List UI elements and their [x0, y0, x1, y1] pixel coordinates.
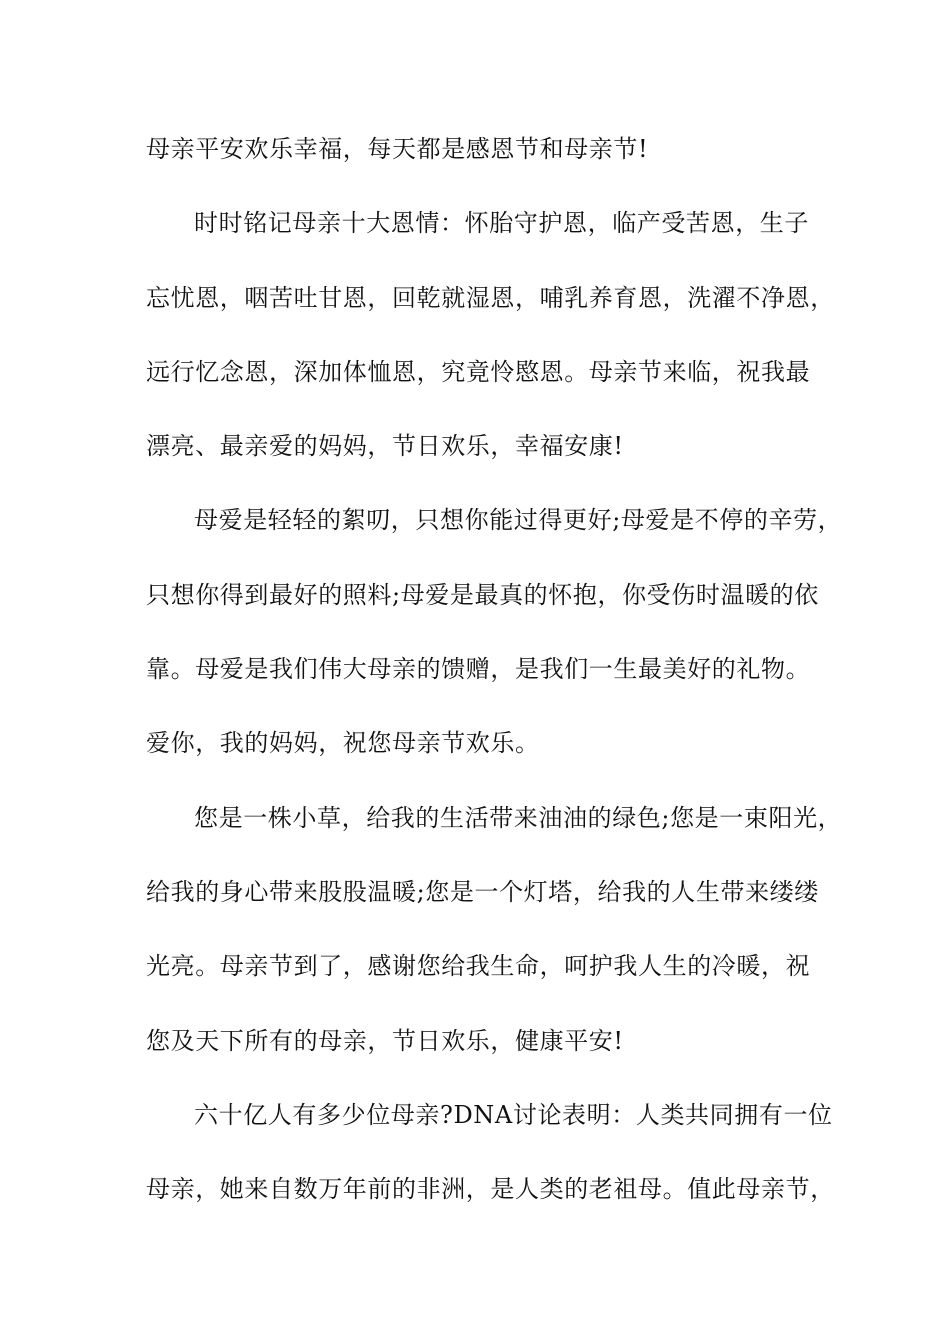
text-line: 爱你，我的妈妈，祝您母亲节欢乐。	[146, 729, 540, 758]
text-line: 母亲，她来自数万年前的非洲，是人类的老祖母。值此母亲节，	[146, 1175, 835, 1204]
text-line: 忘忧恩，咽苦吐甘恩，回乾就湿恩，哺乳养育恩，洗濯不净恩，	[146, 283, 835, 312]
text-line: 远行忆念恩，深加体恤恩，究竟怜愍恩。母亲节来临，祝我最	[146, 357, 811, 386]
text-line: 时时铭记母亲十大恩情：怀胎守护恩，临产受苦恩，生子	[194, 209, 809, 238]
text-line: 靠。母爱是我们伟大母亲的馈赠，是我们一生最美好的礼物。	[146, 655, 811, 684]
text-line: 母亲平安欢乐幸福，每天都是感恩节和母亲节!	[146, 135, 649, 163]
text-line: 母爱是轻轻的絮叨，只想你能过得更好;母爱是不停的辛劳，	[194, 506, 843, 535]
text-line: 给我的身心带来股股温暖;您是一个灯塔，给我的人生带来缕缕	[146, 877, 819, 906]
text-line: 漂亮、最亲爱的妈妈，节日欢乐，幸福安康!	[146, 432, 624, 461]
text-line: 六十亿人有多少位母亲?DNA讨论表明：人类共同拥有一位	[194, 1100, 833, 1129]
text-line: 光亮。母亲节到了，感谢您给我生命，呵护我人生的冷暖，祝	[146, 952, 811, 981]
text-line: 只想你得到最好的照料;母爱是最真的怀抱，你受伤时温暖的依	[146, 580, 819, 609]
body-text	[146, 125, 843, 1239]
text-line: 您及天下所有的母亲，节日欢乐，健康平安!	[146, 1026, 624, 1055]
text-line: 您是一株小草，给我的生活带来油油的绿色;您是一束阳光，	[194, 803, 843, 832]
